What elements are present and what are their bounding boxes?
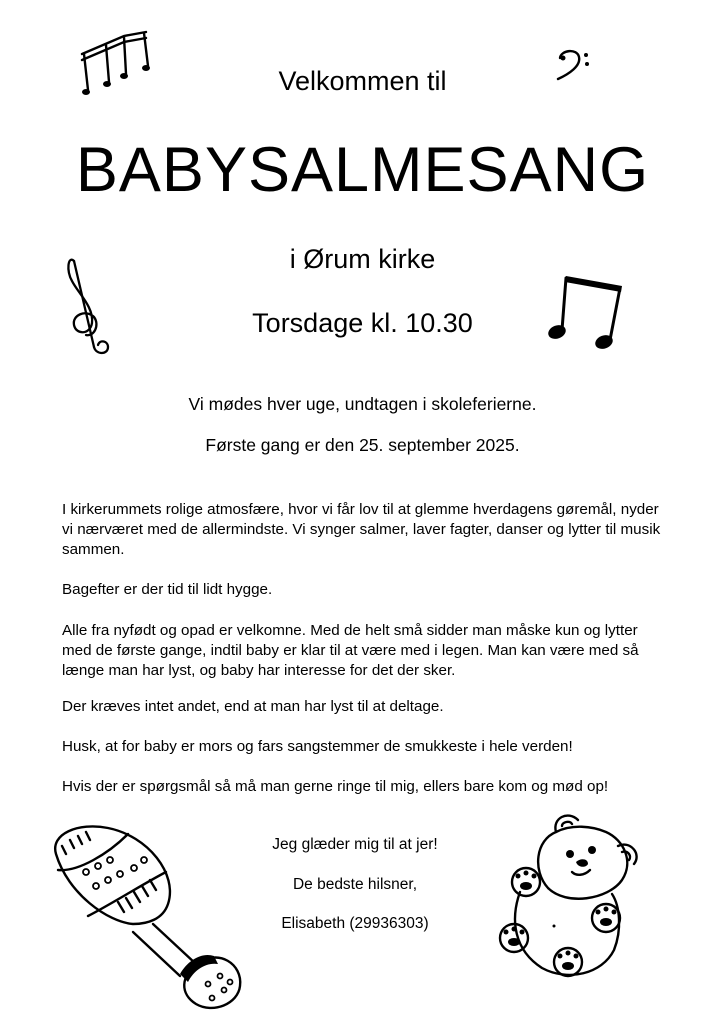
paragraph-voices: Husk, at for baby er mors og fars sangstemmer de smukkeste i hele verden!	[62, 738, 573, 755]
paragraph-contact: Hvis der er spørgsmål så må man gerne ringe til mig, ellers bare kom og mød op!	[62, 778, 609, 795]
welcome-text: Velkommen til	[278, 66, 447, 96]
paragraph-requirements: Der kræves intet andet, end at man har lyst til at deltage.	[62, 698, 444, 715]
teddy-bear-icon	[496, 810, 646, 990]
meeting-info: Vi mødes hver uge, undtagen i skoleferierne.	[188, 394, 537, 414]
paragraph-welcome-all: Alle fra nyfødt og opad er velkomne. Med de helt små sidder man måske kun og lytter med de første gange, indtil baby er klar til at være med i legen. Man kan være med så længe man har lyst, og baby har interesse for det der sker.	[62, 622, 639, 679]
signature-greeting: Jeg glæder mig til at jer!	[272, 836, 438, 853]
signature-regards: De bedste hilsner,	[292, 876, 418, 893]
church-name: i Ørum kirke	[289, 244, 436, 274]
page-title: BABYSALMESANG	[75, 135, 650, 205]
rattle-icon	[48, 824, 248, 1014]
paragraph-intro: I kirkerummets rolige atmosfære, hvor vi får lov til at glemme hverdagens gøremål, nyder vi nærværet med de allermindste. Vi synger salmer, laver fagter, danser og lytter til musik sammen.	[62, 501, 661, 558]
event-time: Torsdage kl. 10.30	[252, 308, 473, 338]
first-date: Første gang er den 25. september 2025.	[205, 435, 520, 455]
paragraph-afterwards: Bagefter er der tid til lidt hygge.	[62, 581, 273, 598]
signature-name: Elisabeth (29936303)	[281, 915, 429, 932]
